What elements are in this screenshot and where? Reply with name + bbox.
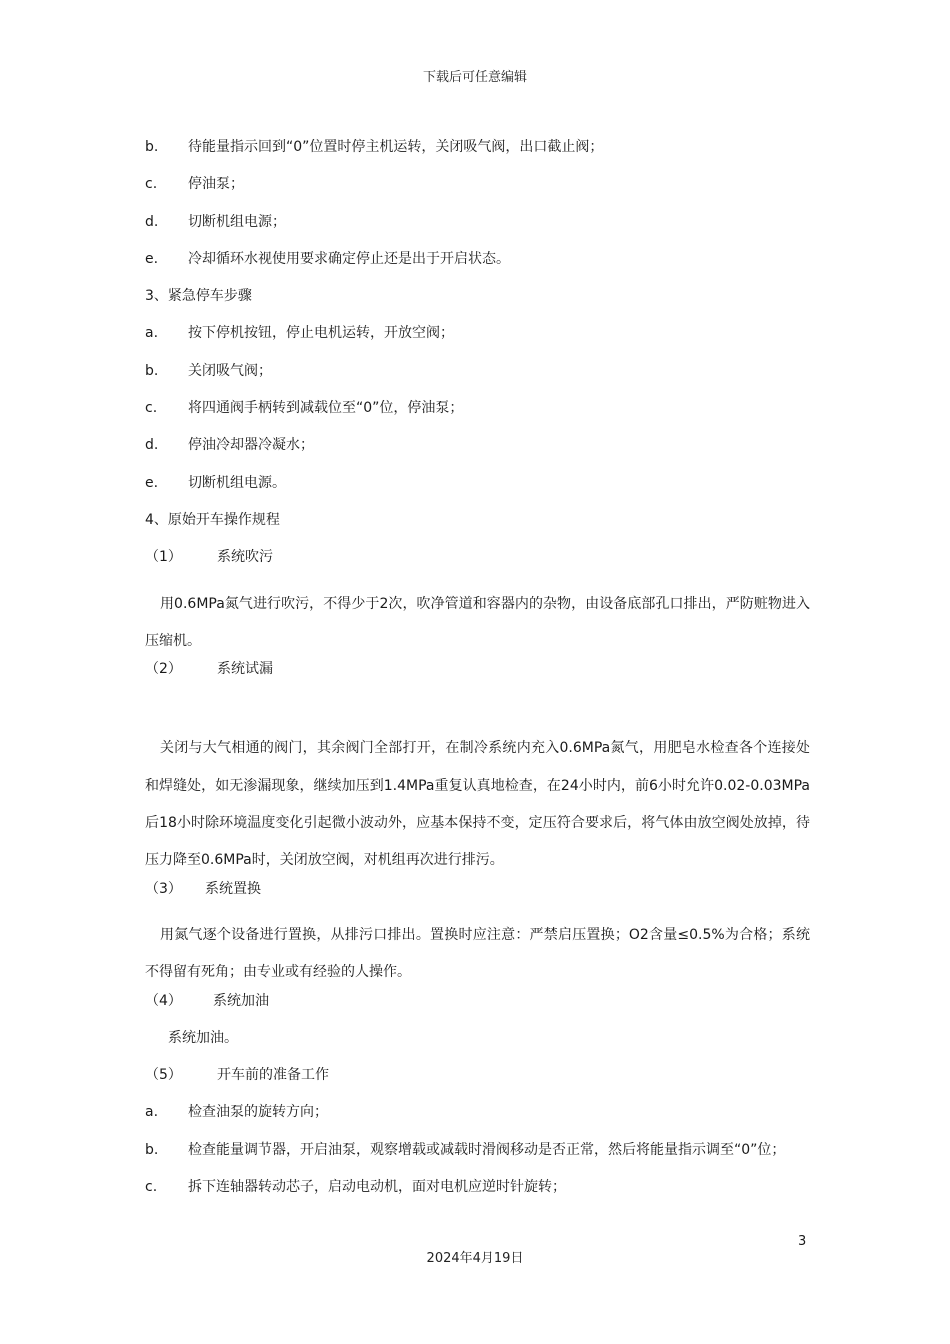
page-number: 3 bbox=[798, 1234, 807, 1249]
list-item: c. 停油泵； bbox=[145, 176, 244, 193]
document-body bbox=[145, 138, 810, 1215]
paragraph: 系统加油。 bbox=[168, 1029, 238, 1046]
list-item: a. 检查油泵的旋转方向； bbox=[145, 1104, 328, 1121]
list-item: b. 检查能量调节器，开启油泵，观察增载或减载时滑阀移动是否正常，然后将能量指示调至“0”位； bbox=[145, 1141, 786, 1158]
paragraph: 用氮气逐个设备进行置换，从排污口排出。置换时应注意：严禁启压置换；O2含量≤0.5%为合格；系统不得留有死角；由专业或有经验的人操作。 bbox=[145, 926, 810, 981]
list-item: e. 冷却循环水视使用要求确定停止还是出于开启状态。 bbox=[145, 250, 510, 267]
page-header: 下载后可任意编辑 bbox=[422, 70, 527, 85]
page-footer-date: 2024年4月19日 bbox=[426, 1251, 524, 1266]
list-item: e. 切断机组电源。 bbox=[145, 474, 286, 491]
section-heading: 3、紧急停车步骤 bbox=[145, 288, 252, 305]
subsection-heading: （2） 系统试漏 bbox=[145, 661, 273, 678]
paragraph: 用0.6MPa氮气进行吹污，不得少于2次，吹净管道和容器内的杂物，由设备底部孔口排出，严防赃物进入压缩机。 bbox=[145, 595, 810, 649]
list-item: c. 拆下连轴器转动芯子，启动电动机，面对电机应逆时针旋转； bbox=[145, 1179, 566, 1196]
subsection-heading: （5） 开车前的准备工作 bbox=[145, 1067, 329, 1084]
subsection-heading: （4） 系统加油 bbox=[145, 992, 269, 1009]
section-heading: 4、原始开车操作规程 bbox=[145, 511, 280, 528]
list-item: a. 按下停机按钮，停止电机运转，开放空阀； bbox=[145, 325, 454, 342]
list-item: b. 关闭吸气阀； bbox=[145, 362, 272, 379]
subsection-heading: （1） 系统吹污 bbox=[145, 549, 273, 566]
subsection-heading: （3） 系统置换 bbox=[145, 880, 261, 897]
list-item: c. 将四通阀手柄转到减载位至“0”位，停油泵； bbox=[145, 400, 464, 417]
list-item: d. 停油冷却器冷凝水； bbox=[145, 437, 314, 454]
paragraph: 关闭与大气相通的阀门，其余阀门全部打开，在制冷系统内充入0.6MPa氮气，用肥皂水检查各个连接处和焊缝处，如无渗漏现象，继续加压到1.4MPa重复认真地检查，在24小时内，前6小时允许0.02-0.03MPa后18小时除环境温度变化引起微小波动外，应基本保持不变，定压符合要求后，将气体由放空阀处放掉，待压力降至0.6MPa时，关闭放空阀，对机组再次进行排污。 bbox=[145, 740, 810, 869]
list-item: b. 待能量指示回到“0”位置时停主机运转，关闭吸气阀，出口截止阀； bbox=[145, 139, 604, 155]
list-item: d. 切断机组电源； bbox=[145, 213, 286, 230]
